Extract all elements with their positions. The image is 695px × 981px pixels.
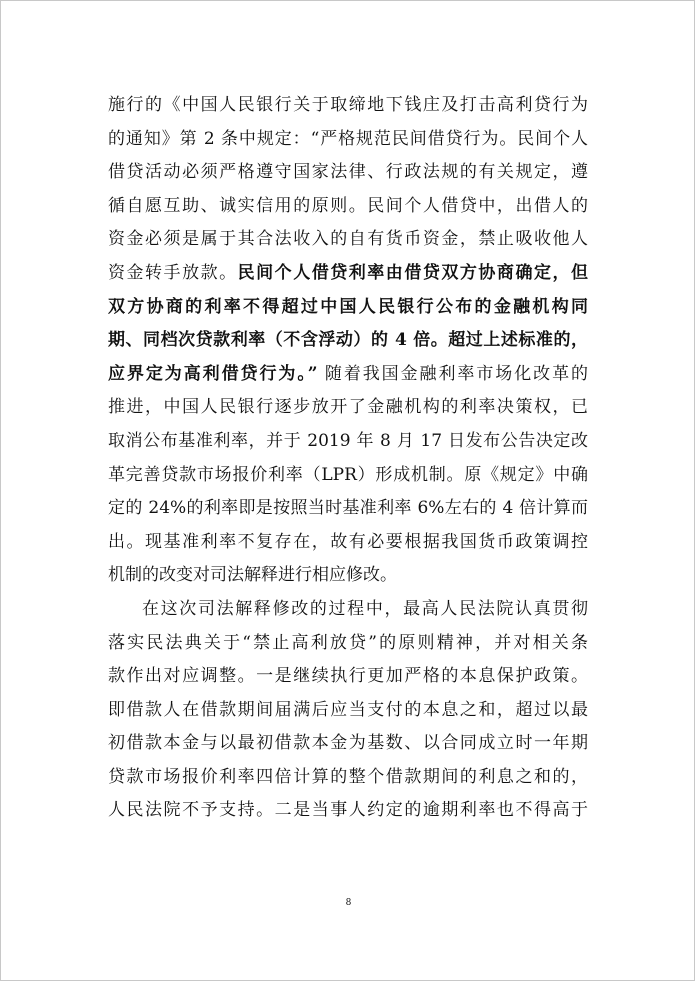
text-line: 贷款市场报价利率四倍计算的整个借款期间的利息之和的，	[108, 766, 588, 787]
bold-text: 应界定为高利借贷行为。”	[108, 363, 318, 384]
text-line: 定的 24%的利率即是按照当时基准利率 6%左右的 4 倍计算而	[108, 498, 588, 519]
text-line: 落实民法典关于“禁止高利放贷”的原则精神，并对相关条	[108, 632, 588, 653]
bold-text: 期、同档次贷款利率（不含浮动）的 4 倍。超过上述标准的，	[108, 330, 588, 351]
text-line: 取消公布基准利率，并于 2019 年 8 月 17 日发布公告决定改	[108, 430, 588, 451]
page-number: 8	[345, 898, 352, 908]
text-line: 资金转手放款。民间个人借贷利率由借贷双方协商确定，但	[108, 262, 588, 283]
text-line: 在这次司法解释修改的过程中，最高人民法院认真贯彻	[142, 598, 588, 619]
text-line	[108, 291, 588, 325]
text-line: 资金必须是属于其合法收入的自有货币资金，禁止吸收他人	[108, 229, 588, 250]
text-line: 革完善贷款市场报价利率（LPR）形成机制。原《规定》中确	[108, 464, 588, 485]
text-line: 推进，中国人民银行逐步放开了金融机构的利率决策权，已	[108, 397, 588, 418]
bold-text: 双方协商的利率不得超过中国人民银行公布的金融机构同	[108, 296, 588, 317]
bold-text: 民间个人借贷利率由借贷双方协商确定，但	[237, 262, 588, 283]
text-line: 循自愿互助、诚实信用的原则。民间个人借贷中，出借人的	[108, 195, 588, 216]
text-line: 初借款本金与以最初借款本金为基数、以合同成立时一年期	[108, 733, 588, 754]
text-line: 施行的《中国人民银行关于取缔地下钱庄及打击高利贷行为	[108, 95, 588, 115]
text-line: 借贷活动必须严格遵守国家法律、行政法规的有关规定，遵	[108, 162, 588, 183]
text-line: 款作出对应调整。一是继续执行更加严格的本息保护政策。	[108, 666, 588, 687]
text-line: 的通知》第 2 条中规定：“严格规范民间借贷行为。民间个人	[108, 128, 588, 149]
text-line	[108, 324, 588, 358]
text-line: 即借款人在借款期间届满后应当支付的本息之和，超过以最	[108, 699, 588, 720]
body-text	[108, 89, 588, 828]
text-line: 应界定为高利借贷行为。” 随着我国金融利率市场化改革的	[108, 363, 588, 384]
text-line: 人民法院不予支持。二是当事人约定的逾期利率也不得高于	[108, 800, 588, 821]
text-line: 机制的改变对司法解释进行相应修改。	[108, 565, 397, 586]
text-line: 出。现基准利率不复存在，故有必要根据我国货币政策调控	[108, 531, 588, 552]
